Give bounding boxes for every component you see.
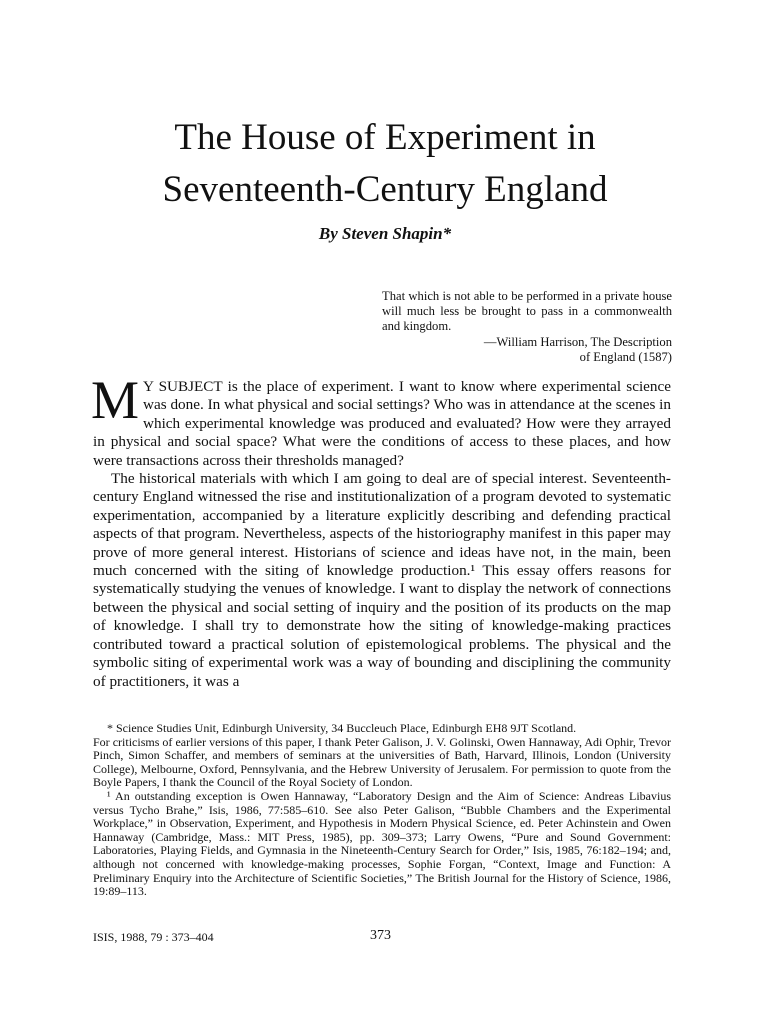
footnote-1: ¹ An outstanding exception is Owen Hannaway, “Laboratory Design and the Aim of Science: Andreas Libavius versus Tycho Brahe,” Isis, 1986, 77:585–610. See also Peter Galison, “Bubble Chambers and the Experimental Workplace,” in Observation, Experiment, and Hypothesis in Modern Physical Science, ed. Peter Achinstein and Owen Hannaway (Cambridge, Mass.: MIT Press, 1985), pp. 309–373; Larry Owens, “Pure and Sound Government: Laboratories, Playing Fields, and Gymnasia in the Nineteenth-Century Search for Order,” Isis, 1985, 76:182–194; and, although not concerned with knowledge-making processes, Sophie Forgan, “Context, Image and Function: A Preliminary Enquiry into the Architecture of Scientific Societies,” The British Journal for the History of Science, 1986, 19:89–113. [93, 788, 671, 899]
footnotes [93, 722, 671, 899]
article-title [80, 112, 690, 216]
author-byline: By Steven Shapin* [318, 224, 452, 243]
title-line-1: The House of Experiment in [174, 117, 596, 158]
body-text [91, 370, 671, 691]
title-line-2: Seventeenth-Century England [162, 169, 608, 210]
page-number: 373 [370, 928, 391, 943]
epigraph-quote: That which is not able to be performed in a private house will much less be brought to pass in a commonwealth and kingdom. [382, 289, 672, 334]
paragraph-1 [91, 370, 671, 470]
epigraph-attribution-1: —William Harrison, The Description [483, 334, 672, 349]
footnote-thanks: For criticisms of earlier versions of this paper, I thank Peter Galison, J. V. Golinski, Owen Hannaway, Adi Ophir, Trevor Pinch, Simon Schaffer, and members of seminars at the universities of Bath, Harvard, Illinois, London (University College), Melbourne, Oxford, Pennsylvania, and the Hebrew University of Jerusalem. For permission to quote from the Boyle Papers, I thank the Council of the Royal Society of London. [93, 734, 671, 790]
journal-citation: ISIS, 1988, 79 : 373–404 [93, 930, 214, 944]
epigraph-attribution-2: of England (1587) [579, 349, 672, 364]
epigraph [382, 289, 672, 365]
paragraph-1-text: Y SUBJECT is the place of experiment. I want to know where experimental science was done. In what physical and social settings? Who was in attendance at the scenes in which experimental knowledge was produced and evaluated? How were they arrayed in physical and social space? What were the conditions of access to these places, and how were transactions across their thresholds managed? [93, 378, 671, 469]
paragraph-2: The historical materials with which I am going to deal are of special interest. Seventeenth-century England witnessed the rise and institutionalization of a program devoted to systematic experimentation, accompanied by a literature explicitly describing and defending practical aspects of that program. Nevertheless, aspects of the historiography manifest in this paper may prove of more general interest. Historians of science and ideas have not, in the main, been much concerned with the siting of knowledge production.¹ This essay offers reasons for systematically studying the venues of knowledge. I want to display the network of connections between the physical and social setting of inquiry and the position of its products on the map of knowledge. I shall try to demonstrate how the siting of knowledge-making practices contributed toward a practical solution of epistemological problems. The physical and the symbolic siting of experimental work was a way of bounding and disciplining the community of practitioners, it was a [93, 470, 671, 690]
footnote-star: * Science Studies Unit, Edinburgh University, 34 Buccleuch Place, Edinburgh EH8 9JT Scotland. [107, 721, 577, 735]
drop-cap: M [91, 370, 140, 430]
